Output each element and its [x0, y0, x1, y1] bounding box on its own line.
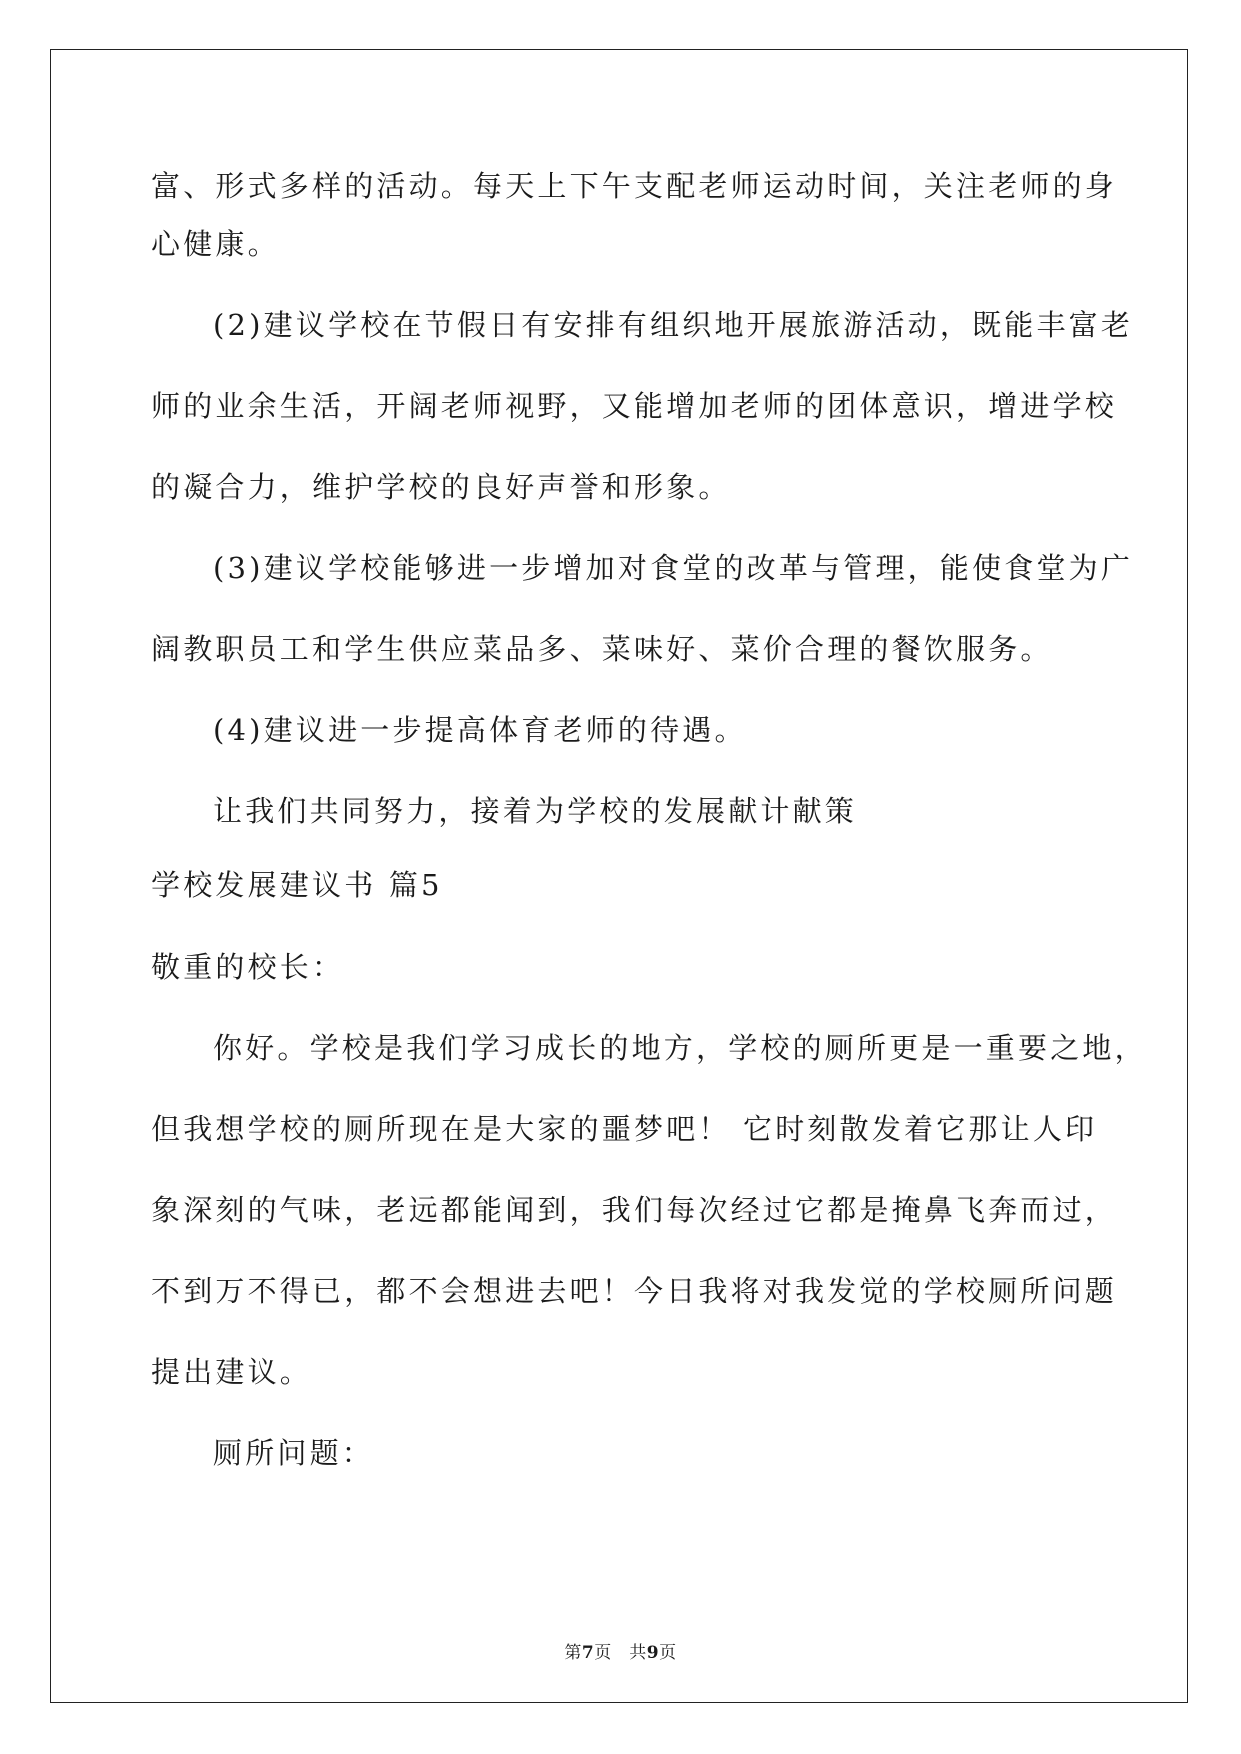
- footer-prefix: 第: [564, 1643, 582, 1663]
- body-line: 你好。学校是我们学习成长的地方，学校的厕所更是一重要之地，: [213, 1031, 1147, 1065]
- body-line: (2)建议学校在节假日有安排有组织地开展旅游活动，既能丰富老: [213, 308, 1134, 342]
- body-line: 阔教职员工和学生供应菜品多、菜味好、菜价合理的餐饮服务。: [151, 632, 1053, 666]
- footer-mid: 页 共: [594, 1643, 647, 1663]
- body-line: 富、形式多样的活动。每天上下午支配老师运动时间，关注老师的身: [151, 169, 1118, 203]
- body-line: (4)建议进一步提高体育老师的待遇。: [213, 713, 747, 747]
- body-line: 的凝合力，维护学校的良好声誉和形象。: [151, 470, 731, 504]
- footer-suffix: 页: [659, 1643, 677, 1663]
- body-line: 师的业余生活，开阔老师视野，又能增加老师的团体意识，增进学校: [151, 389, 1118, 423]
- salutation: 敬重的校长：: [151, 950, 345, 984]
- body-line: 象深刻的气味，老远都能闻到，我们每次经过它都是掩鼻飞奔而过，: [151, 1193, 1118, 1227]
- body-line: (3)建议学校能够进一步增加对食堂的改革与管理，能使食堂为广: [213, 551, 1134, 585]
- body-line: 提出建议。: [151, 1355, 313, 1389]
- body-line: 厕所问题：: [213, 1436, 375, 1470]
- section-heading: 学校发展建议书 篇5: [151, 868, 443, 902]
- page-number-current: 7: [581, 1643, 595, 1663]
- body-line: 但我想学校的厕所现在是大家的噩梦吧！ 它时刻散发着它那让人印: [151, 1112, 1098, 1146]
- body-line: 不到万不得已，都不会想进去吧！今日我将对我发觉的学校厕所问题: [151, 1274, 1118, 1308]
- body-line: 心健康。: [151, 227, 280, 261]
- page-number-total: 9: [646, 1643, 660, 1663]
- body-line: 让我们共同努力，接着为学校的发展献计献策: [213, 794, 858, 828]
- page-footer: [0, 1638, 1241, 1663]
